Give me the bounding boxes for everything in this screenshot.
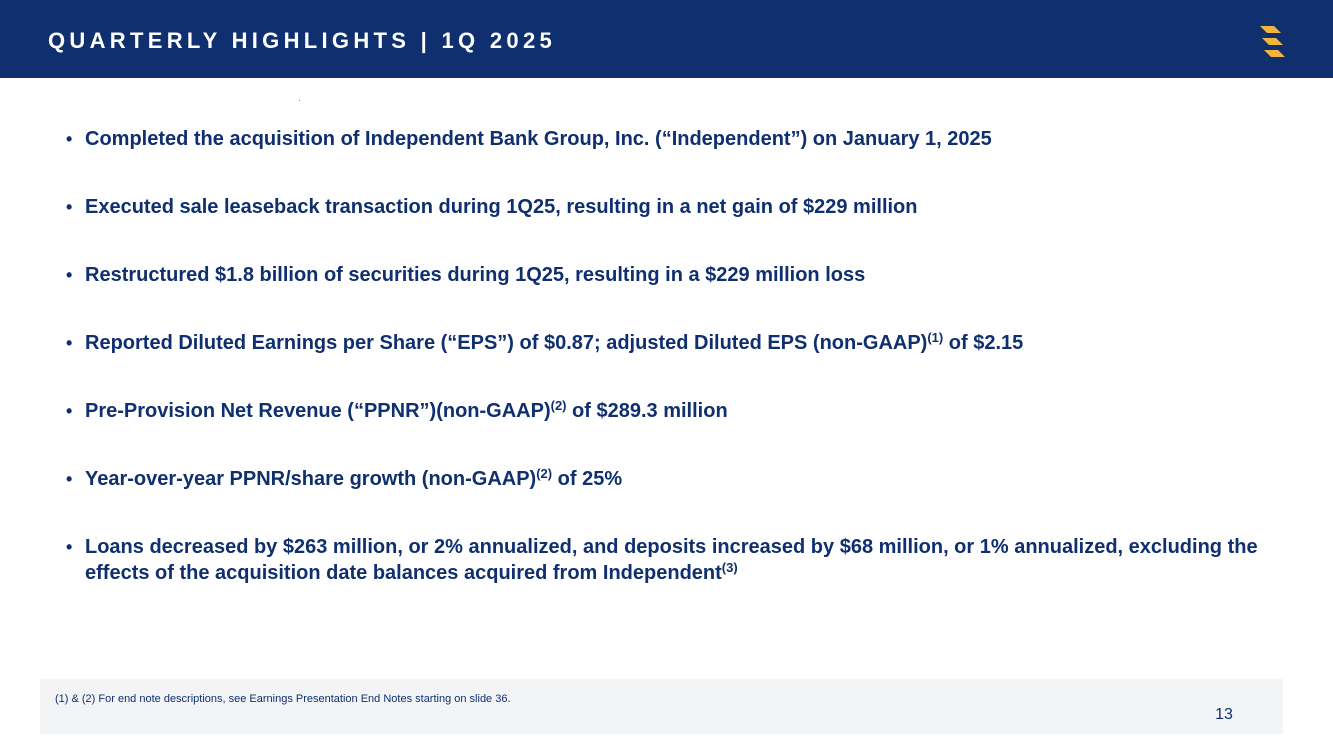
footnote: (1) & (2) For end note descriptions, see Earnings Presentation End Notes starting on slide 36. [55,693,511,705]
slide-header [0,0,1333,78]
bullet-item-1 [66,126,1266,152]
bullet-text-4 [85,332,1023,354]
bullet-item-6 [66,466,1266,492]
bullet-item-3 [66,262,1266,288]
bullet-marker: • [66,129,73,149]
bullet-text-4-footnote-ref: (1) [927,330,944,345]
bullet-marker: • [66,469,73,489]
bullet-item-2 [66,194,1266,220]
bullet-text-6 [85,468,622,490]
bullet-text-5-main: Pre-Provision Net Revenue (“PPNR”)(non-GAAP) [85,400,551,422]
bullet-marker: • [66,265,73,285]
bullet-item-4 [66,330,1266,356]
logo-icon [1256,22,1286,60]
bullet-item-5 [66,398,1266,424]
bullet-text-1: Completed the acquisition of Independent Bank Group, Inc. (“Independent”) on January 1, 2025 [85,128,992,150]
bullet-item-7 [66,534,1266,586]
highlights-list [66,126,1266,586]
bullet-text-5-footnote-ref: (2) [550,398,567,413]
tiny-dot [299,100,300,101]
slide-title: QUARTERLY HIGHLIGHTS | 1Q 2025 [48,28,557,53]
bullet-text-2: Executed sale leaseback transaction during 1Q25, resulting in a net gain of $229 million [85,196,918,218]
bullet-text-4-tail: of $2.15 [943,332,1024,354]
bullet-text-6-footnote-ref: (2) [536,466,553,481]
bullet-text-5-tail: of $289.3 million [566,400,728,422]
bullet-text-3: Restructured $1.8 billion of securities during 1Q25, resulting in a $229 million loss [85,264,866,286]
bullet-marker: • [66,401,73,421]
bullet-marker: • [66,537,73,557]
bullet-marker: • [66,197,73,217]
bullet-text-5 [85,400,728,422]
bullet-text-7-main: Loans decreased by $263 million, or 2% annualized, and deposits increased by $68 million, or 1% annualized, excluding the effects of the acquisition date balances acquired from Independent [85,536,1258,584]
bullet-text-6-tail: of 25% [552,468,623,490]
bullet-text-7 [85,536,1258,584]
page-number: 13 [1215,706,1233,723]
bullet-marker: • [66,333,73,353]
footer-panel [40,679,1283,734]
bullet-text-7-footnote-ref: (3) [721,560,738,575]
bullet-text-6-main: Year-over-year PPNR/share growth (non-GAAP) [85,468,537,490]
bullet-text-4-main: Reported Diluted Earnings per Share (“EPS”) of $0.87; adjusted Diluted EPS (non-GAAP) [85,332,928,354]
